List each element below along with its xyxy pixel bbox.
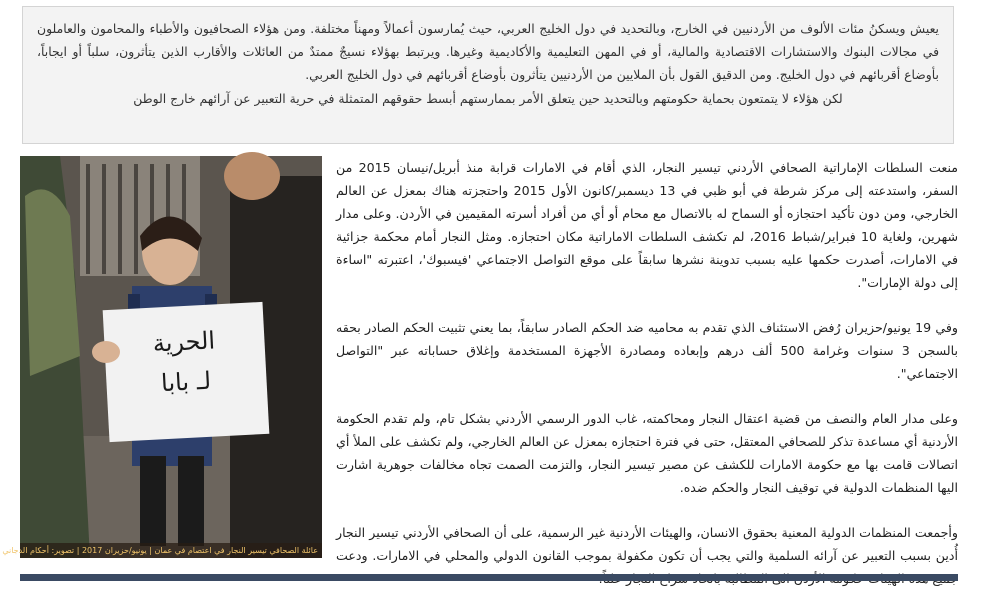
article-paragraph-3: وعلى مدار العام والنصف من قضية اعتقال النجار ومحاكمته، غاب الدور الرسمي الأردني بشكل تام، ولم تقدم الحكومة الأردنية أي مساعدة تذكر للصحافي المعتقل، حتى في فترة احتجازه بمعزل عن العالم الخارجي، ولم تكشف على الملأ أي اتصالات قامت بها مع حكومة الامارات للكشف عن مصير تيسير النجار، والتزمت الصمت تجاه مخالفات جوهرية اشارت اليها المنظمات الدولية في توقيف النجار والحكم ضده. bbox=[336, 411, 958, 495]
intro-text: يعيش ويسكنُ مئات الألوف من الأردنيين في الخارج، وبالتحديد في دول الخليج العربي، حيث يُمارسون أعمالاً ومهناً مختلفة. ومن هؤلاء الصحافيون والأطباء والمحامون والعاملون في مجالات البنوك والاستشارات الاقتصادية والمالية، أو في المهن التعليمية والأكاديمية وغيرها. ويرتبط بهؤلاء نسيجٌ ممتدٌ من العائلات والأقارب الذين يتأثرون، سلباً أو ايجاباً، بأوضاع أقربائهم في دول الخليج. ومن الدقيق القول بأن الملايين من الأردنيين يتأثرون بأوضاع أقربائهم في دول الخليج العربي. bbox=[37, 21, 939, 82]
sign-line-1: الحرية bbox=[152, 326, 216, 358]
article-paragraph-4: وأجمعت المنظمات الدولية المعنية بحقوق الانسان، والهيئات الأردنية غير الرسمية، على أن الصحافي الأردني تيسير النجار أُدين بسبب التعبير عن آرائه السلمية والتي يجب أن تكون مكفولة بموجب القانون الدولي والمحلي في الامارات. ودعت bbox=[336, 525, 958, 563]
article-photo bbox=[2, 156, 322, 558]
sign-line-2: لـ بابا bbox=[160, 366, 212, 398]
article-paragraph-1: منعت السلطات الإماراتية الصحافي الأردني تيسير النجار، الذي أقام في الامارات قرابة منذ أبريل/نيسان 2015 من السفر، واستدعته إلى مركز شرطة في أبو ظبي في 13 ديسمبر/كانون الأول 2015 واحتجزته هناك بمعزل عن العالم الخارجي، ومن دون تأكيد احتجازه أو السماح له بالاتصال مع محام أو أي من أفراد أسرته المقيمين في الأردن. وعلى مدار شهرين، ولغاية 10 فبراير/شباط 2016، لم تكشف السلطات الاماراتية مكان احتجازه. ومثل النجار أمام محكمة جزائية في الامارات، أصدرت حكمها عليه بسبب تدوينة نشرها سابقاً على موقع التواصل الاجتماعي 'فيسبوك'، اعتبرته "اساءة إلى دولة الإمارات". bbox=[336, 160, 958, 290]
protest-sign-text bbox=[118, 319, 252, 406]
intro-box bbox=[22, 6, 954, 144]
article-paragraph-2: وفي 19 يونيو/حزيران رُفض الاستئناف الذي تقدم به محاميه ضد الحكم الصادر سابقاً، بما يعني تثبيت الحكم الصادر بحقه بالسجن 3 سنوات وغرامة 500 ألف درهم وإبعاده ومصادرة الأجهزة المستخدمة وإغلاق حساباته عبر "التواصل الاجتماعي". bbox=[336, 320, 959, 381]
photo-caption: عائلة الصحافي تيسير النجار في اعتصام في عمان | يونيو/حزيران 2017 | تصوير: أحكام الدجاني bbox=[20, 543, 322, 558]
intro-closing: لكن هؤلاء لا يتمتعون بحماية حكومتهم وبالتحديد حين يتعلق الأمر بممارستهم أبسط حقوقهم المتمثلة في حرية التعبير عن آرائهم خارج الوطن bbox=[133, 91, 843, 106]
article-body bbox=[336, 156, 958, 612]
footer-divider-bar bbox=[20, 574, 958, 581]
